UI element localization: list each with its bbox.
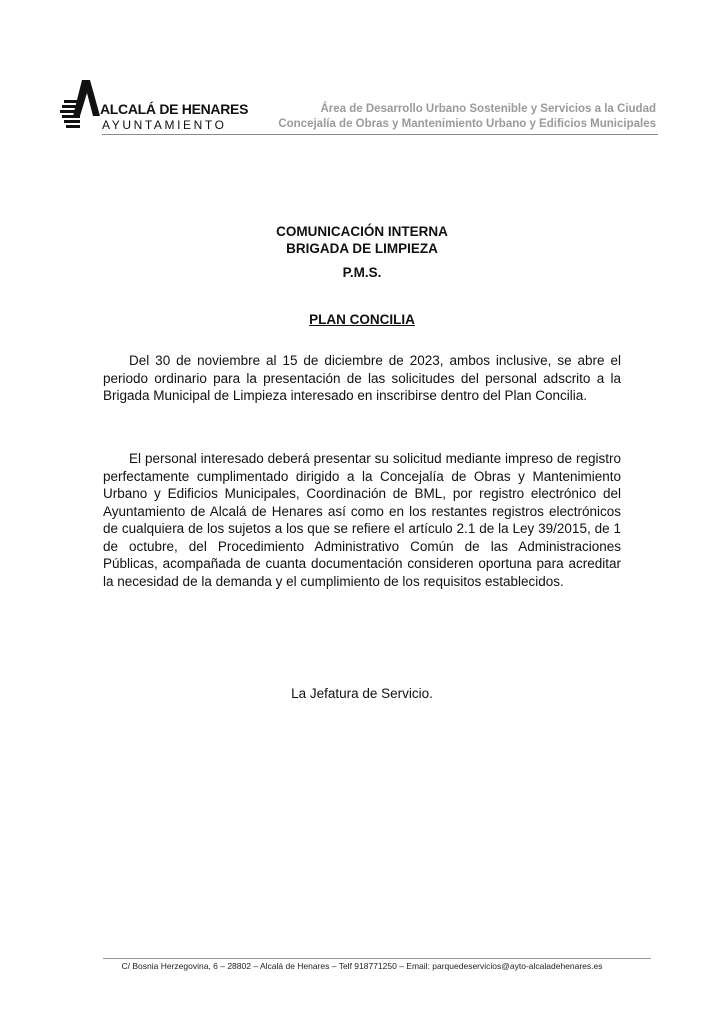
header-divider xyxy=(102,134,658,135)
footer-divider xyxy=(103,958,651,959)
footer-address: C/ Bosnia Herzegovina, 6 – 28802 – Alcalá de Henares – Telf 918771250 – Email: parquedeservicios@ayto-alcaladehenares.es xyxy=(121,961,603,971)
department-block xyxy=(278,102,656,132)
title-brigade: BRIGADA DE LIMPIEZA xyxy=(286,241,438,256)
city-logo xyxy=(60,78,249,134)
doc-title xyxy=(0,223,724,241)
doc-subject xyxy=(0,311,724,329)
signature-line: La Jefatura de Servicio. xyxy=(291,686,433,701)
body-paragraph-2: El personal interesado deberá presentar su solicitud mediante impreso de registro perfectamente cumplimentado dirigido a la Concejalía de Obras y Mantenimiento Urbano y Edificios Municipales, Coordinación de BML, por registro electrónico del Ayuntamiento de Alcalá de Henares así como en los restantes registros electrónicos de cualquiera de los sujetos a los que se refiere el artículo 2.1 de la Ley 39/2015, de 1 de octubre, del Procedimiento Administrativo Común de las Administraciones Públicas, acompañada de cuanta documentación consideren oportuna para acreditar la necesidad de la demanda y el cumplimiento de los requisitos establecidos. xyxy=(103,451,621,589)
subject-plan-concilia: PLAN CONCILIA xyxy=(309,312,415,327)
department-councillorship: Concejalía de Obras y Mantenimiento Urbano y Edificios Municipales xyxy=(278,118,656,130)
logo-council-label: AYUNTAMIENTO xyxy=(102,118,227,132)
logo-city-name: ALCALÁ DE HENARES xyxy=(100,101,249,117)
doc-title-pms xyxy=(0,264,724,282)
doc-title-brigade xyxy=(0,240,724,258)
letterhead xyxy=(60,78,660,136)
title-internal-communication: COMUNICACIÓN INTERNA xyxy=(276,224,448,239)
department-area: Área de Desarrollo Urbano Sostenible y Servicios a la Ciudad xyxy=(320,103,656,115)
title-pms: P.M.S. xyxy=(342,265,382,280)
body-paragraph-1: Del 30 de noviembre al 15 de diciembre de 2023, ambos inclusive, se abre el periodo ordinario para la presentación de las solicitudes del personal adscrito a la Brigada Municipal de Limpieza interesado en inscribirse dentro del Plan Concilia. xyxy=(103,353,621,403)
